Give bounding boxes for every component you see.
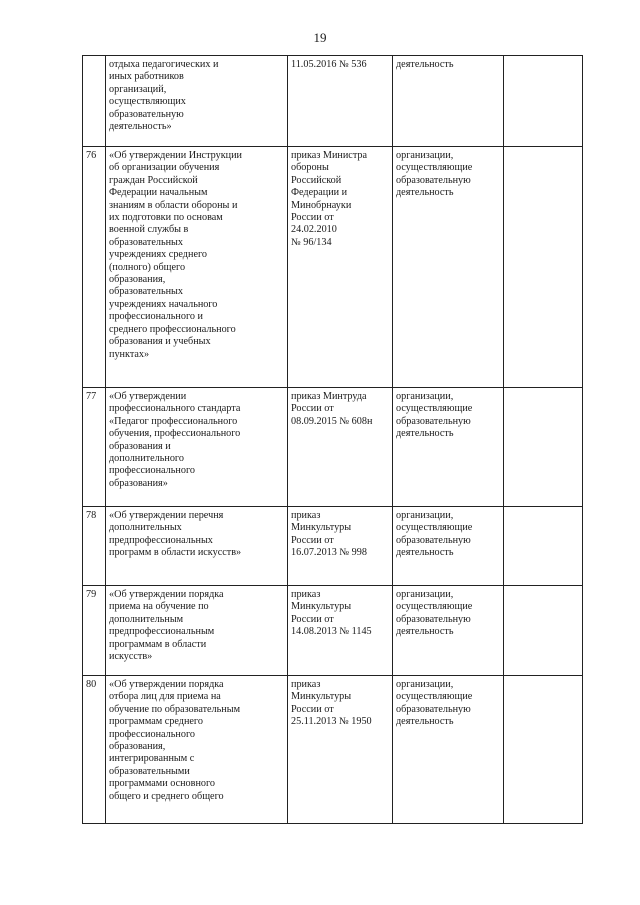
scope-cell: организации, осуществляющие образовательную деятельность bbox=[393, 676, 504, 824]
row-number-cell: 80 bbox=[83, 676, 106, 824]
scope-cell: организации, осуществляющие образовательную деятельность bbox=[393, 507, 504, 586]
table-row bbox=[83, 56, 583, 147]
act-document-cell: приказ Минкультуры России от 25.11.2013 № 1950 bbox=[288, 676, 393, 824]
act-document-cell: 11.05.2016 № 536 bbox=[288, 56, 393, 147]
empty-cell bbox=[504, 147, 583, 388]
empty-cell bbox=[504, 388, 583, 507]
act-title-cell: «Об утверждении перечня дополнительных предпрофессиональных программ в области искусств» bbox=[106, 507, 288, 586]
row-number-cell bbox=[83, 56, 106, 147]
table-row bbox=[83, 388, 583, 507]
table-row bbox=[83, 586, 583, 676]
row-number-cell: 78 bbox=[83, 507, 106, 586]
table-row bbox=[83, 507, 583, 586]
empty-cell bbox=[504, 56, 583, 147]
act-title-cell: «Об утверждении профессионального стандарта «Педагог профессионального обучения, профессионального образования и дополнительного профессионального образования» bbox=[106, 388, 288, 507]
act-document-cell: приказ Минкультуры России от 16.07.2013 № 998 bbox=[288, 507, 393, 586]
scope-cell: организации, осуществляющие образовательную деятельность bbox=[393, 147, 504, 388]
act-title-cell: «Об утверждении порядка отбора лиц для приема на обучение по образовательным программам среднего профессионального образования, интегрированным с образовательными программами основного общего и среднего общего bbox=[106, 676, 288, 824]
scope-cell: организации, осуществляющие образовательную деятельность bbox=[393, 586, 504, 676]
table-row bbox=[83, 147, 583, 388]
act-title-cell: отдыха педагогических и иных работников организаций, осуществляющих образовательную деятельность» bbox=[106, 56, 288, 147]
act-title-cell: «Об утверждении Инструкции об организации обучения граждан Российской Федерации начальным знаниям в области обороны и их подготовки по основам военной службы в образовательных учреждениях среднего (полного) общего образования, образовательных учреждениях начального профессионального и среднего профессионального образования и учебных пунктах» bbox=[106, 147, 288, 388]
empty-cell bbox=[504, 507, 583, 586]
table-row bbox=[83, 676, 583, 824]
act-document-cell: приказ Минтруда России от 08.09.2015 № 608н bbox=[288, 388, 393, 507]
row-number-cell: 76 bbox=[83, 147, 106, 388]
legal-acts-table bbox=[82, 55, 583, 824]
scope-cell: деятельность bbox=[393, 56, 504, 147]
act-title-cell: «Об утверждении порядка приема на обучение по дополнительным предпрофессиональным программам в области искусств» bbox=[106, 586, 288, 676]
empty-cell bbox=[504, 676, 583, 824]
scope-cell: организации, осуществляющие образовательную деятельность bbox=[393, 388, 504, 507]
row-number-cell: 79 bbox=[83, 586, 106, 676]
act-document-cell: приказ Минкультуры России от 14.08.2013 № 1145 bbox=[288, 586, 393, 676]
row-number-cell: 77 bbox=[83, 388, 106, 507]
page-number: 19 bbox=[313, 30, 327, 45]
act-document-cell: приказ Министра обороны Российской Федерации и Минобрнауки России от 24.02.2010 № 96/134 bbox=[288, 147, 393, 388]
empty-cell bbox=[504, 586, 583, 676]
